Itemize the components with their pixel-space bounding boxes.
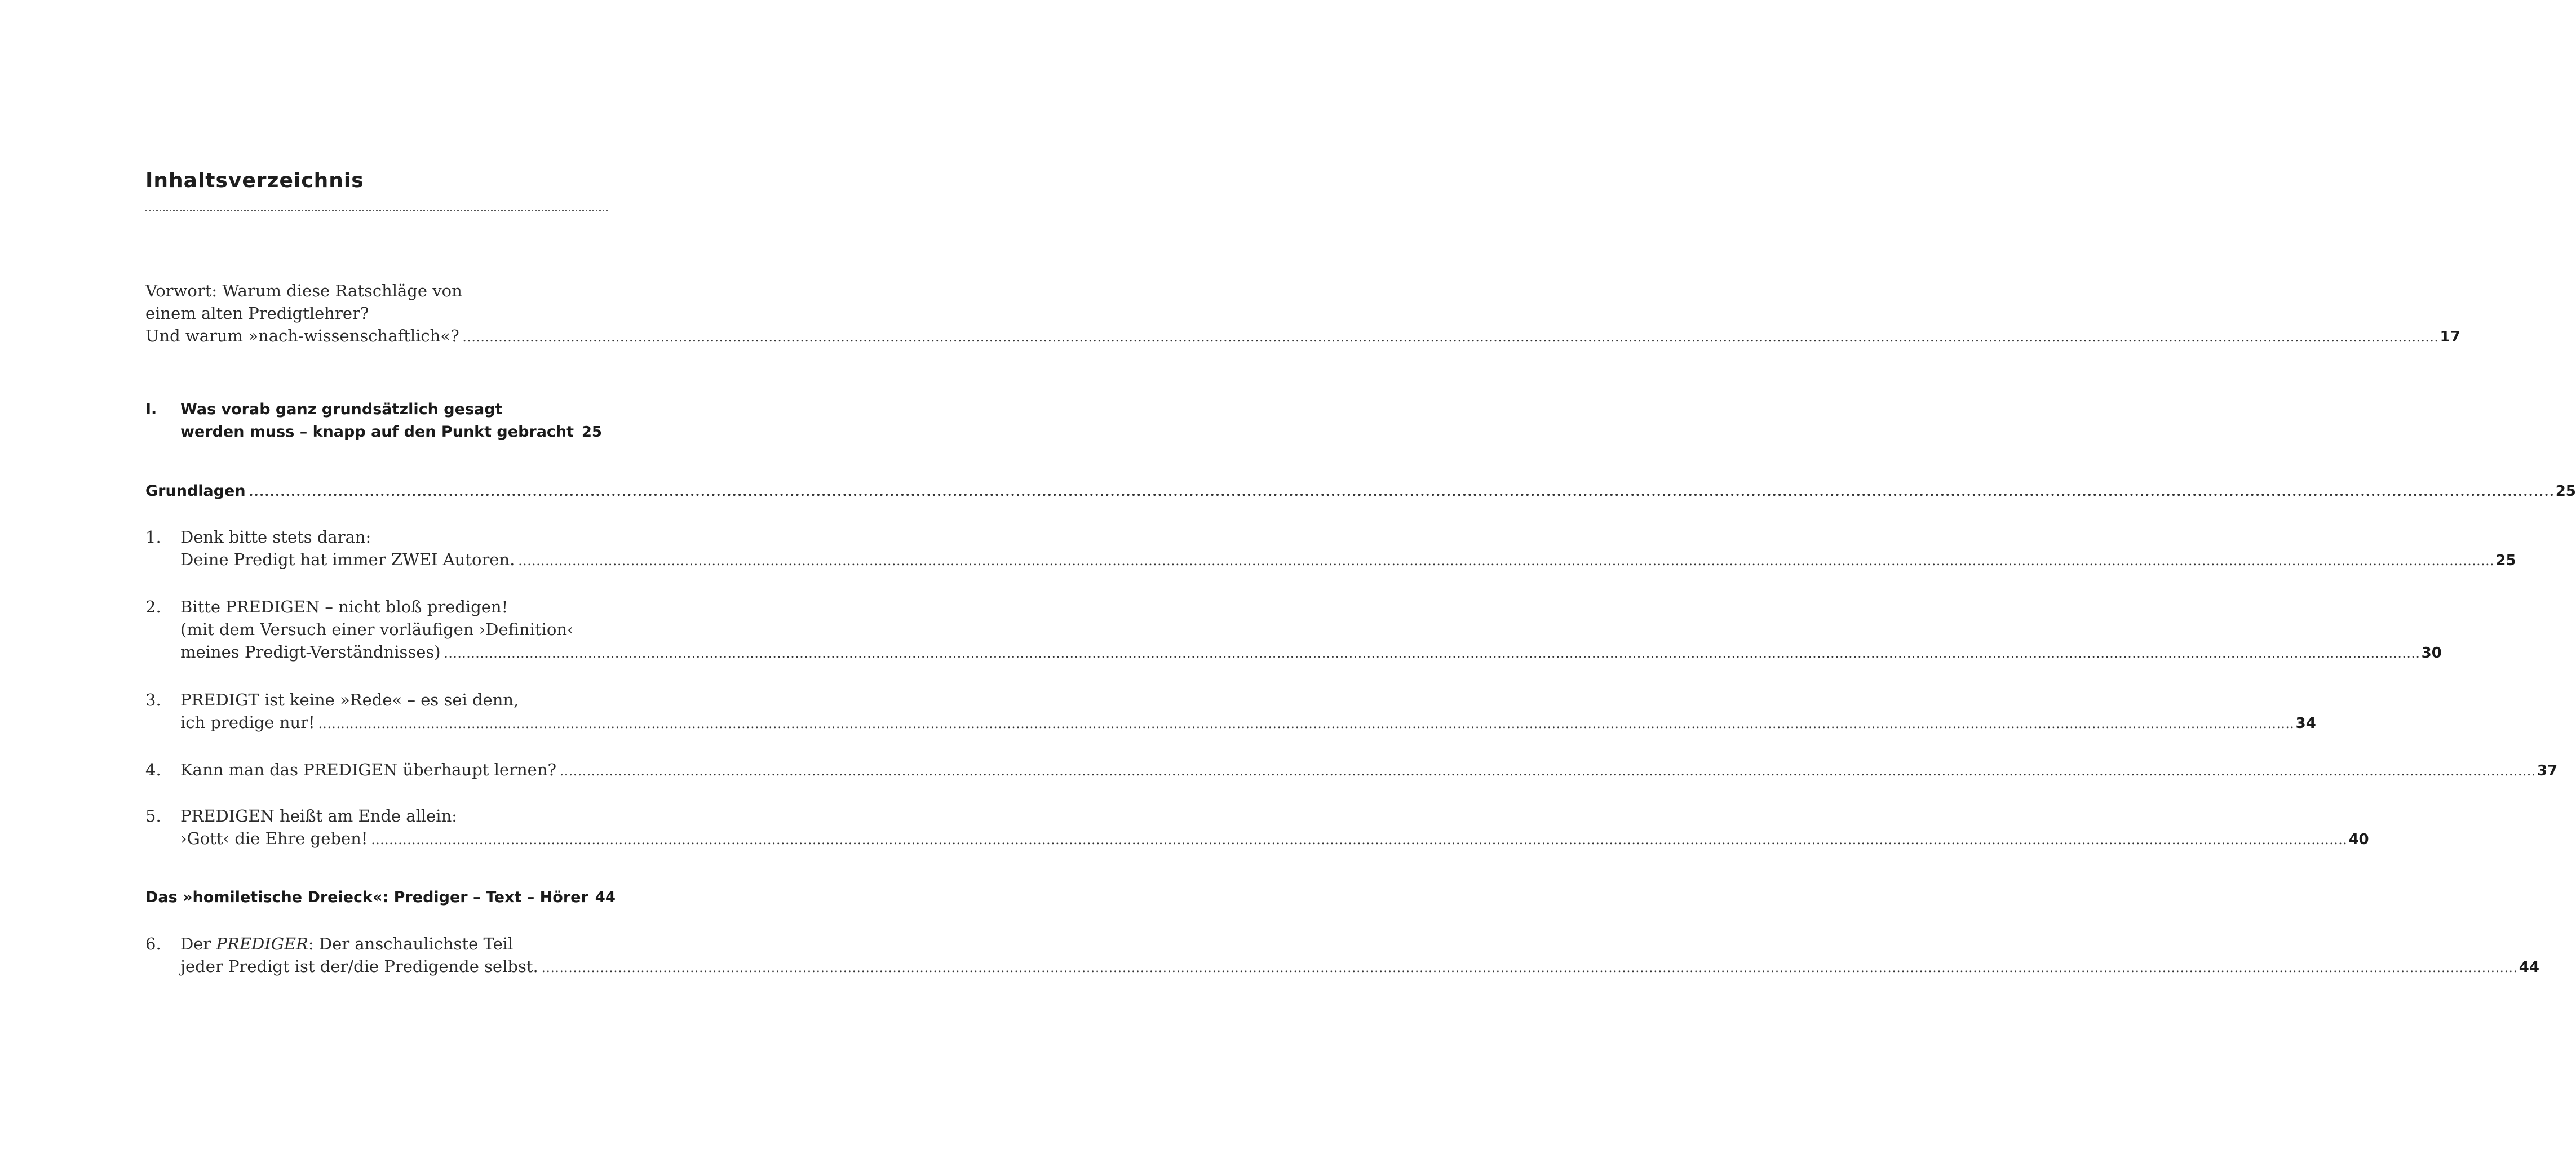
vorwort-line-1: Vorwort: Warum diese Ratschläge von (145, 281, 462, 300)
toc-entry-3[interactable] (145, 689, 2316, 734)
part-1-line-1: Was vorab ganz grundsätzlich gesagt (180, 401, 503, 418)
item-3-line-1: PREDIGT ist keine »Rede« – es sei denn, (180, 690, 519, 709)
item-1-line-2: Deine Predigt hat immer ZWEI Autoren. (180, 550, 515, 569)
item-2-line-3: meines Predigt-Verständnisses) (180, 642, 441, 662)
page-number: 40 (2348, 831, 2369, 848)
toc-entry-2[interactable] (145, 596, 2442, 663)
vorwort-line-3: Und warum »nach-wissenschaftlich«? (145, 326, 459, 345)
item-number: 6. (145, 934, 161, 953)
part-1-line-2: werden muss – knapp auf den Punkt gebracht (180, 423, 574, 441)
page-number: 30 (2421, 645, 2442, 662)
item-number: 4. (145, 760, 161, 779)
page-number: 25 (581, 424, 602, 441)
toc-entry-5[interactable] (145, 805, 2369, 850)
page-number: 37 (2537, 762, 2558, 779)
page-number: 44 (2519, 959, 2539, 976)
dot-leader (318, 713, 2292, 736)
item-5-line-2: ›Gott‹ die Ehre geben! (180, 829, 368, 848)
item-2-line-2: (mit dem Versuch einer vorläufigen ›Definition‹ (180, 620, 574, 639)
section-label: Grundlagen (145, 482, 246, 500)
page-number: 34 (2295, 715, 2316, 732)
section-label: Das »homiletische Dreieck«: Prediger – Text – Hörer (145, 889, 588, 906)
toc-entry-6[interactable] (145, 933, 2539, 978)
item-6-emphasis: PREDIGER (216, 934, 308, 953)
vorwort-line-2: einem alten Predigtlehrer? (145, 304, 369, 323)
toc-entry-1[interactable] (145, 526, 2516, 571)
page-number: 25 (2495, 552, 2516, 569)
toc-entry-part-1[interactable] (145, 398, 602, 443)
page-number: 44 (595, 889, 616, 906)
item-number: 5. (145, 806, 161, 825)
toc-entry-4[interactable] (145, 758, 2558, 781)
dot-leader (463, 327, 2437, 349)
item-3-line-2: ich predige nur! (180, 713, 315, 732)
item-number: 3. (145, 690, 161, 709)
page-number: 17 (2440, 329, 2460, 345)
toc-entry-vorwort[interactable] (145, 279, 2460, 347)
title-dotted-rule (145, 210, 608, 211)
item-number: 2. (145, 597, 161, 616)
dot-leader (249, 481, 2552, 503)
toc-title: Inhaltsverzeichnis (145, 169, 364, 192)
dot-leader (444, 643, 2418, 665)
dot-leader (577, 421, 578, 444)
dot-leader (371, 829, 2345, 852)
dot-leader (518, 551, 2492, 573)
dot-leader (542, 957, 2516, 980)
page-number: 25 (2555, 483, 2576, 500)
item-1-line-1: Denk bitte stets daran: (180, 527, 371, 547)
item-6-line-2: jeder Predigt ist der/die Predigende selbst. (180, 957, 538, 976)
item-5-line-1: PREDIGEN heißt am Ende allein: (180, 806, 458, 825)
part-number: I. (145, 401, 157, 418)
toc-entry-homiletisches-dreieck[interactable] (145, 886, 616, 909)
dot-leader (560, 761, 2534, 783)
item-4-line-1: Kann man das PREDIGEN überhaupt lernen? (180, 760, 557, 779)
item-6-line-1: Der PREDIGER: Der anschaulichste Teil (180, 934, 514, 953)
item-2-line-1: Bitte PREDIGEN – nicht bloß predigen! (180, 597, 508, 616)
toc-entry-grundlagen[interactable] (145, 480, 2576, 503)
item-number: 1. (145, 527, 161, 547)
